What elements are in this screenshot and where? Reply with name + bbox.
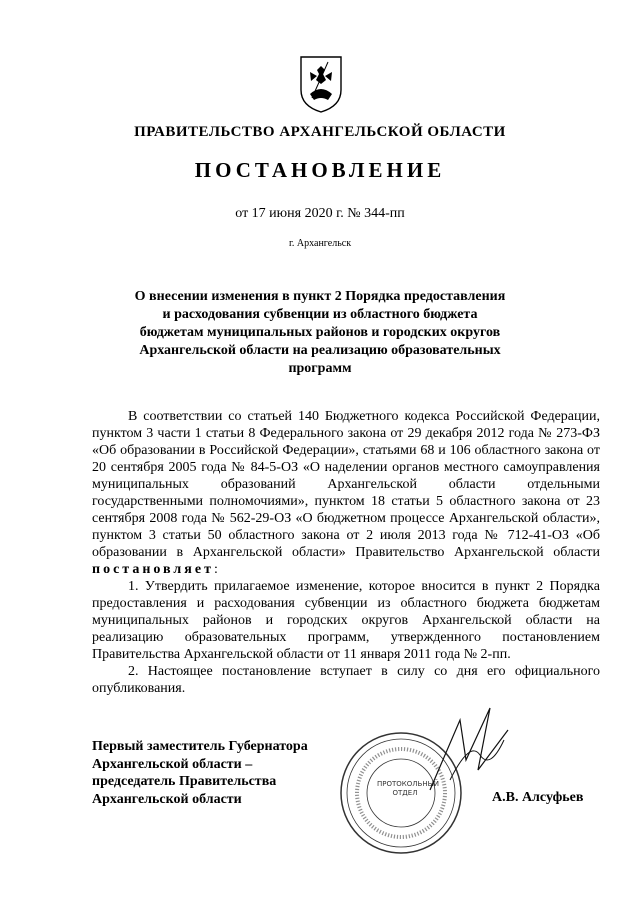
preamble-text: В соответствии со статьей 140 Бюджетного кодекса Российской Федерации, пунктом 3 части 1 статьи 8 Федерального закона от 29 декабря 2012 года № 273-ФЗ «Об образовании в Российской Федерации», статьями 68 и 106 областного закона от 20 сентября 2005 года № 84-5-ОЗ «О наделении органов местного самоуправления муниципальных образований Архангельской области отдельными государственными полномочиями», пунктом 18 статьи 5 областного закона от 23 сентября 2008 года № 562-29-ОЗ «О бюджетном процессе Архангельской области», пунктом 3 статьи 50 областного закона от 2 июля 2013 года № 712-41-ОЗ «Об образовании в Архангельской области» Правительство Архангельской области (92, 409, 600, 560)
decree-word: постановляет (92, 562, 214, 577)
signer-title-line: председатель Правительства (92, 774, 277, 789)
stamp-line: ОТДЕЛ (392, 789, 418, 797)
signer-title-line: Первый заместитель Губернатора (92, 739, 308, 754)
document-subject: О внесении изменения в пункт 2 Порядка предоставления и расходования субвенции из областного бюджета бюджетам муниципальных районов и городских округов Архангельской области на реализацию образовательных программ (134, 289, 506, 376)
document-city: г. Архангельск (288, 238, 352, 249)
document-body (92, 408, 600, 697)
government-title: ПРАВИТЕЛЬСТВО АРХАНГЕЛЬСКОЙ ОБЛАСТИ (134, 124, 506, 140)
signer-title-line: Архангельской области (92, 791, 242, 807)
document-type: ПОСТАНОВЛЕНИЕ (194, 158, 446, 182)
signer-title (92, 738, 352, 808)
signer-title-line: Архангельской области – (92, 756, 253, 772)
handwritten-signature (420, 700, 520, 800)
coat-of-arms-icon (298, 54, 344, 114)
signer-name: А.В. Алсуфьев (492, 790, 584, 805)
item-1-paragraph: 1. Утвердить прилагаемое изменение, которое вносится в пункт 2 Порядка предоставления и расходования субвенции из областного бюджета бюджетам муниципальных районов и городских округов Архангельской области на реализацию образовательных программ, утвержденного постановлением Правительства Архангельской области от 11 января 2011 года № 2-пп. (92, 579, 600, 662)
stamp-line: ПРОТОКОЛЬНЫЙ (377, 780, 440, 788)
document-date-number: от 17 июня 2020 г. № 344-пп (235, 206, 405, 221)
item-2-paragraph: 2. Настоящее постановление вступает в силу со дня его официального опубликования. (92, 664, 600, 696)
preamble-paragraph: В соответствии со статьей 140 Бюджетного кодекса Российской Федерации, пунктом 3 части 1 статьи 8 Федерального закона от 29 декабря 2012 года № 273-ФЗ «Об образовании в Российской Федерации», статьями 68 и 106 областного закона от 20 сентября 2005 года № 84-5-ОЗ «О наделении органов местного самоуправления муниципальных образований Архангельской области отдельными государственными полномочиями», пунктом 18 статьи 5 областного закона от 23 сентября 2008 года № 562-29-ОЗ «О бюджетном процессе Архангельской области», пунктом 3 статьи 50 областного закона от 2 июля 2013 года № 712-41-ОЗ «Об образовании в Архангельской области» Правительство Архангельской области постановляет: (92, 409, 600, 577)
